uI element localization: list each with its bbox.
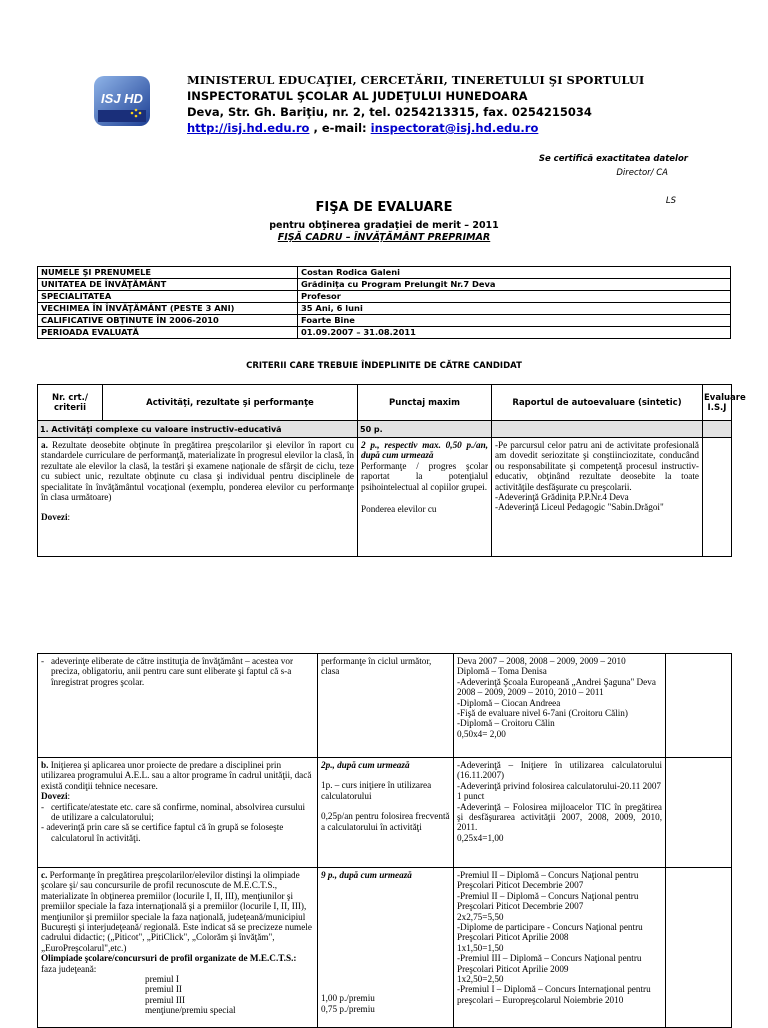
continuation-report <box>454 654 666 758</box>
continuation-text: - adeverinţe eliberate de către instituţia de învăţământ – acestea vor preciza, obligatoriu, anii pentru care sunt eliberate şi faptul că s-a înregistrat progres şcolar. <box>38 654 318 758</box>
document-type: FIŞĂ CADRU – ÎNVĂŢĂMÂNT PREPRIMAR <box>277 232 491 243</box>
criterion-c-text <box>38 868 318 1028</box>
premiu-item: menţiune/premiu special <box>145 1005 236 1016</box>
header-activitati: Activităţi, rezultate şi performanţe <box>103 385 358 421</box>
premiu-item: premiul I <box>145 974 179 985</box>
points-description-2: Ponderea elevilor cu <box>361 504 437 515</box>
candidate-info-table <box>37 266 731 339</box>
criterion-row-c <box>38 868 732 1028</box>
premiu-item: premiul II <box>145 984 182 995</box>
report-line: -Diplomă – Croitoru Călin <box>457 718 555 729</box>
header-evaluare: Evaluare I.S.J <box>703 385 732 421</box>
dovezi-label: Dovezi <box>41 512 68 523</box>
report-line: 0,50x4= 2,00 <box>457 728 506 739</box>
info-label: SPECIALITATEA <box>38 291 298 303</box>
points-item: 1p. – curs iniţiere în utilizarea calculatorului <box>321 780 432 801</box>
cert-line-2: Director/ CA <box>616 168 668 178</box>
dovezi-item: adeverinţă prin care să se certifice faptul că în grupă se foloseşte calculatorul în activităţi. <box>46 822 284 843</box>
criterion-b-points <box>318 758 454 868</box>
info-row <box>38 267 731 279</box>
criterion-b-text: b. Iniţierea şi aplicarea unor proiecte de predare a disciplinei prin utilizarea programului A.E.L. sau a altor programe în cadrul unităţii, dacă există condiţii tehnice necesare. Dovezi: - certificate/atestate etc. care să confirme, nominal, absolvirea cursului de utilizare a calculatorului; - adeverinţă prin care să se certifice faptul că în grupă se foloseşte calculatorul în activităţi. <box>38 758 318 868</box>
points-item: 0,25p/an pentru folosirea frecventă a calculatorului în activităţi <box>321 811 450 832</box>
info-row <box>38 315 731 327</box>
document-title: FIŞA DE EVALUARE <box>315 200 453 215</box>
report-line: 1x2,50=2,50 <box>457 974 504 985</box>
table-header-row <box>38 385 732 421</box>
report-text: -Adeverinţă Liceul Pedagogic "Sabin.Drăgoi" <box>495 502 664 513</box>
info-label: UNITATEA DE ÎNVĂŢĂMÂNT <box>38 279 298 291</box>
section-points: 50 p. <box>358 421 492 438</box>
criterion-letter: b. <box>41 760 49 770</box>
info-row <box>38 303 731 315</box>
criterion-b-report <box>454 758 666 868</box>
report-line: 2x2,75=5,50 <box>457 911 504 922</box>
criterion-description: Rezultate deosebite obţinute în pregătirea preşcolarilor şi elevilor în raport cu standardele curriculare de performanţă, materializate în progresul elevilor la clasă, în rezultate ale elevilor la clasă, la testări şi examene naţionale de sfârşit de ciclu, teze cu subiect unic, rezultate obţinute cu clasa şi individual pentru disciplinele de specialitate în învăţământul vocaţional (exemplu, ponderea elevilor cu performanţe în clasa următoare) <box>41 440 355 503</box>
isj-hd-logo <box>92 70 154 132</box>
inspectorate-name: INSPECTORATUL ŞCOLAR AL JUDEŢULUI HUNEDOARA <box>187 89 528 103</box>
info-value: Costan Rodica Galeni <box>298 267 731 279</box>
criterion-c-report <box>454 868 666 1028</box>
points-rule: 2 p., respectiv max. 0,50 p./an, după cum urmează <box>361 440 488 461</box>
info-label: CALIFICATIVE OBŢINUTE ÎN 2006-2010 <box>38 315 298 327</box>
info-label: NUMELE ŞI PRENUMELE <box>38 267 298 279</box>
criteria-table <box>37 384 746 557</box>
title-block <box>0 200 768 243</box>
report-line: -Adeverinţă privind folosirea calculatorului-20.11 2007 <box>457 780 662 791</box>
report-text: -Adeverinţă Grădiniţa P.P.Nr.4 Deva <box>495 492 629 503</box>
info-row <box>38 291 731 303</box>
points-description: Performanţe / progres şcolar raportat la potenţialul psihointelectual al copiilor grupei. <box>361 460 488 492</box>
info-row <box>38 279 731 291</box>
cert-line-3: LS <box>665 196 676 206</box>
points-item: 0,75 p./premiu <box>321 1003 375 1014</box>
criterion-letter: c. <box>41 870 48 880</box>
info-label: VECHIMEA ÎN ÎNVĂŢĂMÂNT (PESTE 3 ANI) <box>38 303 298 315</box>
report-line: -Premiul I – Diplomă – Concurs Internaţional pentru preşcolari – Europreşcolarul Noiembrie 2010 <box>457 984 651 1005</box>
dovezi-item: adeverinţe eliberate de către instituţia de învăţământ – acestea vor preciza, obligatoriu, anii pentru care sunt eliberate şi faptul că s-a înregistrat progres şcolar. <box>50 656 294 687</box>
criterion-description: Iniţierea şi aplicarea unor proiecte de predare a disciplinei prin utilizarea programului A.E.L. sau a altor programe în cadrul unităţii, dacă există condiţii tehnice necesare. <box>41 760 312 791</box>
report-line: 1x1,50=1,50 <box>457 942 504 953</box>
criterion-a-points <box>358 438 492 557</box>
header-nr: Nr. crt./ criterii <box>38 385 103 421</box>
header-block <box>187 72 644 136</box>
section-row <box>38 421 732 438</box>
report-line: -Premiul II – Diplomă – Concurs Naţional pentru Preşcolari Piticot Decembrie 2007 <box>457 890 639 912</box>
criterion-a-text: a. Rezultate deosebite obţinute în pregătirea preşcolarilor şi elevilor în raport cu standardele curriculare de performanţă, materializate în progresul elevilor la clasă, în rezultate ale elevilor la clasă, la testări şi examene naţionale de sfârşit de ciclu, teze cu subiect unic, rezultate obţinute cu clasa şi individual pentru disciplinele de specialitate în învăţământul vocaţional (exemplu, ponderea elevilor cu performanţe în clasa următoare) Dovezi: <box>38 438 358 557</box>
faza-label: faza judeţeană: <box>41 963 97 974</box>
info-value: Grădiniţa cu Program Prelungit Nr.7 Deva <box>298 279 731 291</box>
email-link[interactable]: inspectorat@isj.hd.edu.ro <box>370 121 539 135</box>
dovezi-item: certificate/atestate etc. care să confirme, nominal, absolvirea cursului de utilizare a calculatorului; <box>50 801 306 823</box>
report-line: -Diplome de participare - Concurs Naţional pentru Preşcolari Piticot Aprilie 2008 <box>457 922 643 943</box>
info-label: PERIOADA EVALUATĂ <box>38 327 298 339</box>
evaluation-cell[interactable] <box>666 654 732 758</box>
premiu-item: premiul III <box>145 994 186 1005</box>
report-line: -Premiul II – Diplomă – Concurs Naţional pentru Preşcolari Piticot Decembrie 2007 <box>457 870 639 891</box>
report-line: 0,25x4=1,00 <box>457 832 504 843</box>
dovezi-label: Dovezi <box>41 791 68 802</box>
info-value: 01.09.2007 – 31.08.2011 <box>298 327 731 339</box>
address-line: Deva, Str. Gh. Bariţiu, nr. 2, tel. 0254213315, fax. 0254215034 <box>187 105 592 119</box>
evaluation-cell[interactable] <box>666 758 732 868</box>
report-line: 1 punct <box>457 791 485 802</box>
criteria-table-page-2 <box>37 653 732 1028</box>
criterion-a-report <box>492 438 703 557</box>
report-line: -Fişă de evaluare nivel 6-7ani (Croitoru Călin) <box>457 708 628 719</box>
criterion-c-points <box>318 868 454 1028</box>
report-line: Deva 2007 – 2008, 2008 – 2009, 2009 – 2010 <box>457 656 626 666</box>
points-rule: 9 p., după cum urmează <box>321 870 412 880</box>
logo-text: ISJ HD <box>101 91 143 106</box>
evaluation-cell[interactable] <box>666 868 732 1028</box>
email-prefix: , e-mail: <box>309 121 371 135</box>
criteria-title: CRITERII CARE TREBUIE ÎNDEPLINITE DE CĂTRE CANDIDAT <box>246 361 522 371</box>
report-line: -Premiul III – Diplomă – Concurs Naţional pentru Preşcolari Piticot Aprilie 2009 <box>457 953 642 974</box>
info-value: Foarte Bine <box>298 315 731 327</box>
criterion-row-b <box>38 758 732 868</box>
document-subtitle: pentru obţinerea gradaţiei de merit – 2011 <box>269 220 499 231</box>
header-raport: Raportul de autoevaluare (sintetic) <box>492 385 703 421</box>
report-line: -Diplomă – Ciocan Andreea <box>457 697 561 708</box>
section-label: 1. Activităţi complexe cu valoare instructiv-educativă <box>38 421 358 438</box>
website-link[interactable]: http://isj.hd.edu.ro <box>187 121 310 135</box>
cert-line-1: Se certifică exactitatea datelor <box>538 154 688 164</box>
info-value: 35 Ani, 6 luni <box>298 303 731 315</box>
report-text: -Pe parcursul celor patru ani de activitate profesională am dovedit seriozitate şi conştiinciozitate, conducând ou responsabilitate şi competenţă procesul instructiv-educativ, obţinând rezultate deosebite la toate activităţile desfăşurate cu preşcolarii. <box>495 440 699 492</box>
points-item: 1,00 p./premiu <box>321 993 375 1004</box>
header-punctaj: Punctaj maxim <box>358 385 492 421</box>
olimpiade-heading: Olimpiade şcolare/concursuri de profil organizate de M.E.C.T.S.: <box>41 953 297 964</box>
report-line: -Adeverinţă – Folosirea mijloacelor TIC în pregătirea şi desfăşurarea activităţii 2007, 2008, 2009, 2010, 2011. <box>457 801 662 833</box>
evaluation-cell[interactable] <box>703 438 732 557</box>
report-line: Diplomă – Toma Denisa <box>457 666 547 677</box>
continuation-points: performanţe în ciclul următor, clasa <box>318 654 454 758</box>
criterion-letter: a. <box>41 440 48 450</box>
continuation-row <box>38 654 732 758</box>
report-line: -Adeverinţă Şcoala Europeană „Andrei Şaguna" Deva 2008 – 2009, 2009 – 2010, 2010 – 2011 <box>457 676 656 698</box>
points-rule: 2p., după cum urmează <box>321 760 410 770</box>
ministry-name: MINISTERUL EDUCAŢIEI, CERCETĂRII, TINERETULUI ŞI SPORTULUI <box>187 73 645 87</box>
criterion-description: Performanţe în pregătirea preşcolarilor/elevilor distinşi la olimpiade şcolare şi/ sau concursurile de profil recunoscute de M.E.C.T.S., materializate în obţinerea premiilor (locurile I, II, III), menţiunilor şi premiilor speciale la faza internaţională şi a premiilor (locurile I, II, III), menţiunilor şi premiilor speciale la faza naţională, judeţeană/municipiul Bucureşti şi interjudeţeană/ regională. Este indicat să se precizeze numele cadrului didactic; („Piticot", „PitiClick", „Colorăm şi învăţăm", „EuroPreşcolarul",etc.) <box>41 870 312 953</box>
info-value: Profesor <box>298 291 731 303</box>
report-line: -Adeverinţă – Iniţiere în utilizarea calculatorului (16.11.2007) <box>457 760 662 781</box>
criterion-row-a <box>38 438 732 557</box>
info-row <box>38 327 731 339</box>
contact-line <box>187 120 644 136</box>
